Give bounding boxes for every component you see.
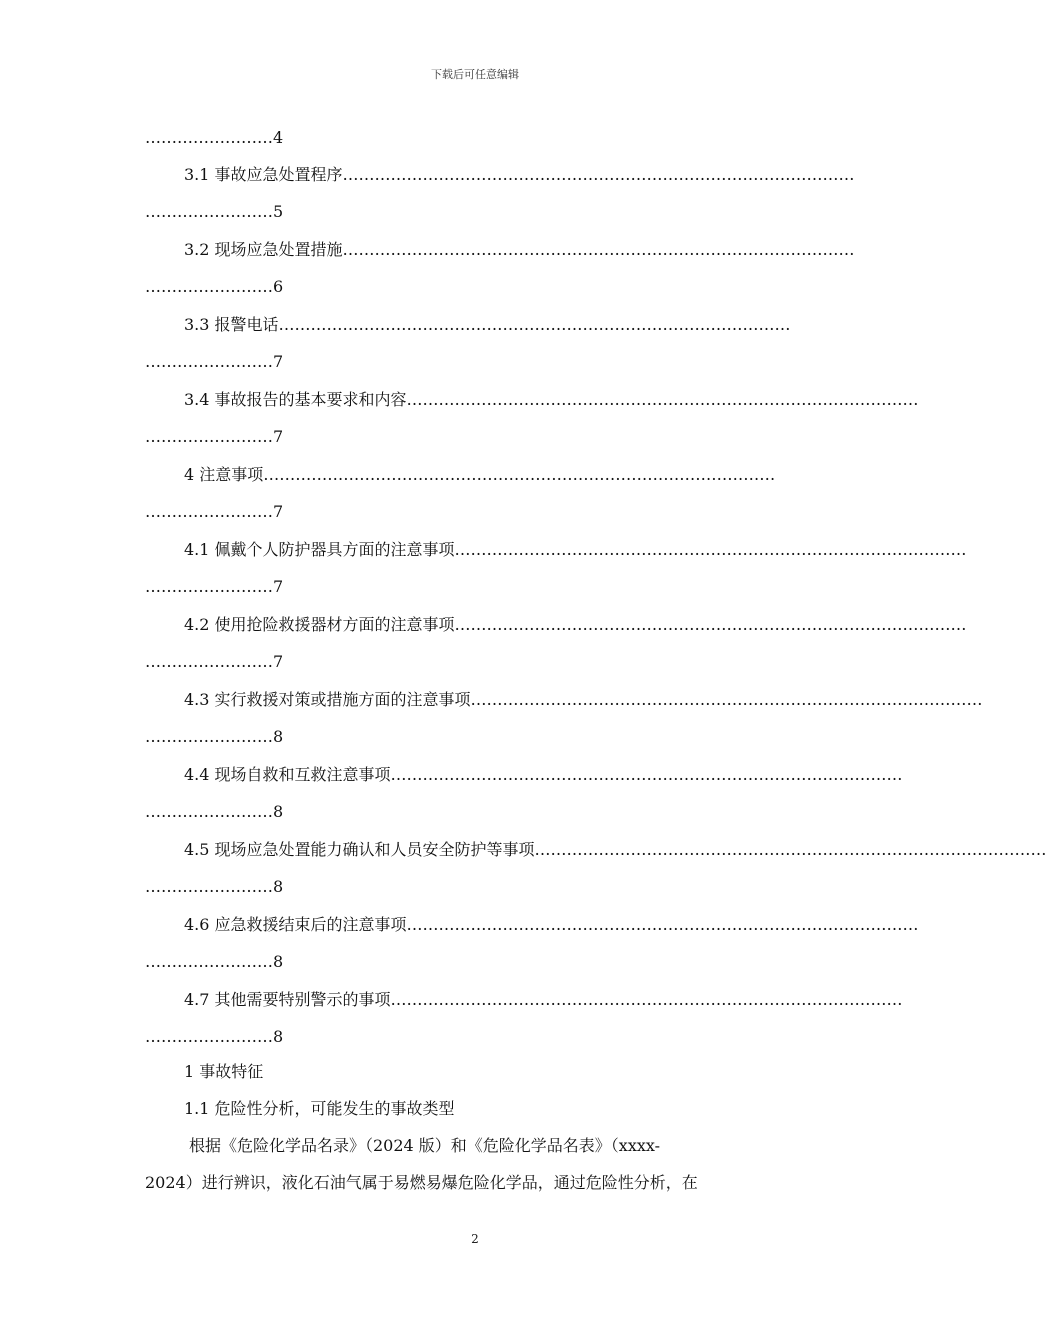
toc-leader-dots: ……………………………………………………………………………………: [406, 915, 919, 934]
toc-leader-dots: ……………………: [145, 577, 273, 596]
toc-entry-title: 4.7 其他需要特别警示的事项: [184, 990, 391, 1009]
toc-entry-page-line: [145, 273, 805, 301]
toc-entry[interactable]: [184, 686, 983, 714]
toc-entry-title: 3.4 事故报告的基本要求和内容: [184, 390, 407, 409]
toc-entry-title: 3.1 事故应急处置程序: [184, 165, 343, 184]
toc-leader-dots: ……………………………………………………………………………………: [342, 165, 855, 184]
toc-page-number: 7: [273, 352, 284, 371]
toc-entry[interactable]: [184, 836, 1047, 864]
toc-entry[interactable]: [184, 761, 903, 789]
toc-entry[interactable]: [184, 461, 805, 489]
toc-page-number: 7: [273, 652, 284, 671]
toc-page-number: 8: [273, 877, 284, 896]
toc-entry-title: 4.1 佩戴个人防护器具方面的注意事项: [184, 540, 455, 559]
toc-entry-title: 4.5 现场应急处置能力确认和人员安全防护等事项: [184, 840, 535, 859]
toc-page-number: 8: [273, 802, 284, 821]
toc-page-number: 8: [273, 952, 284, 971]
toc-entry[interactable]: [184, 386, 919, 414]
toc-entry-title: 4.6 应急救援结束后的注意事项: [184, 915, 407, 934]
toc-leader-dots: ……………………: [145, 952, 273, 971]
toc-leader-dots: ……………………: [145, 727, 273, 746]
toc-entry-page-line: [145, 498, 805, 526]
section-heading-1-1: 1.1 危险性分析，可能发生的事故类型: [184, 1099, 455, 1118]
toc-leader-dots: ……………………: [145, 427, 273, 446]
toc-leader-dots: ……………………………………………………………………………………: [390, 990, 903, 1009]
toc-leader-dots: ……………………………………………………………………………………: [278, 315, 791, 334]
toc-entry-title: 3.3 报警电话: [184, 315, 279, 334]
toc-entry-page-line: [145, 198, 805, 226]
toc-entry[interactable]: [184, 611, 967, 639]
toc-entry-page-line: [145, 873, 805, 901]
toc-page-number: 7: [273, 427, 284, 446]
toc-page-number: 7: [273, 577, 284, 596]
toc-entry[interactable]: [184, 236, 855, 264]
section-heading-1: 1 事故特征: [184, 1062, 264, 1081]
toc-entry[interactable]: [184, 986, 903, 1014]
paragraph-line-2: 2024）进行辨识，液化石油气属于易燃易爆危险化学品，通过危险性分析，在: [145, 1173, 698, 1192]
paragraph-line-1: 根据《危险化学品名录》（2024 版）和《危险化学品名表》（xxxx-: [189, 1136, 661, 1155]
toc-continuation: [145, 124, 805, 152]
toc-leader-dots: ……………………: [145, 1027, 273, 1046]
toc-entry-page-line: [145, 348, 805, 376]
toc-leader-dots: ……………………: [145, 802, 273, 821]
toc-page-number: 5: [273, 202, 284, 221]
toc-entry-title: 4.4 现场自救和互救注意事项: [184, 765, 391, 784]
toc-leader-dots: ……………………………………………………………………………………: [454, 615, 967, 634]
toc-leader-dots: ……………………………………………………………………………………: [342, 240, 855, 259]
toc-entry-page-line: [145, 423, 805, 451]
toc-leader-dots: ……………………………………………………………………………………: [390, 765, 903, 784]
toc-entry-page-line: [145, 573, 805, 601]
toc-page-number: 8: [273, 727, 284, 746]
toc-leader-dots: ……………………: [145, 277, 273, 296]
toc-leader-dots: ……………………: [145, 652, 273, 671]
toc-entry-title: 4.3 实行救援对策或措施方面的注意事项: [184, 690, 471, 709]
toc-entry-page-line: [145, 723, 805, 751]
toc-leader-dots: ……………………: [145, 502, 273, 521]
toc-leader-dots: ……………………: [145, 202, 273, 221]
toc-entry-page-line: [145, 798, 805, 826]
toc-entry-title: 4.2 使用抢险救援器材方面的注意事项: [184, 615, 455, 634]
toc-leader-dots: ……………………………………………………………………………………: [470, 690, 983, 709]
page-number: 2: [471, 1232, 479, 1246]
toc-entry-page-line: [145, 648, 805, 676]
toc-leader-dots: ……………………: [145, 877, 273, 896]
toc-entry-page-line: [145, 948, 805, 976]
page-header: 下载后可任意编辑: [431, 68, 519, 81]
toc-leader-dots: ……………………………………………………………………………………: [406, 390, 919, 409]
toc-page-number: 8: [273, 1027, 284, 1046]
toc-entry[interactable]: [184, 311, 805, 339]
toc-continuation-text: ……………………4: [145, 128, 284, 147]
toc-entry[interactable]: [184, 161, 855, 189]
toc-leader-dots: ……………………………………………………………………………………: [454, 540, 967, 559]
toc-entry[interactable]: [184, 911, 919, 939]
toc-entry-page-line: [145, 1023, 805, 1051]
toc-leader-dots: ……………………: [145, 352, 273, 371]
toc-leader-dots: ……………………………………………………………………………………: [534, 840, 1047, 859]
toc-entry-title: 4 注意事项: [184, 465, 264, 484]
toc-entry[interactable]: [184, 536, 967, 564]
toc-entry-title: 3.2 现场应急处置措施: [184, 240, 343, 259]
toc-page-number: 7: [273, 502, 284, 521]
toc-leader-dots: ……………………………………………………………………………………: [263, 465, 776, 484]
toc-page-number: 6: [273, 277, 284, 296]
